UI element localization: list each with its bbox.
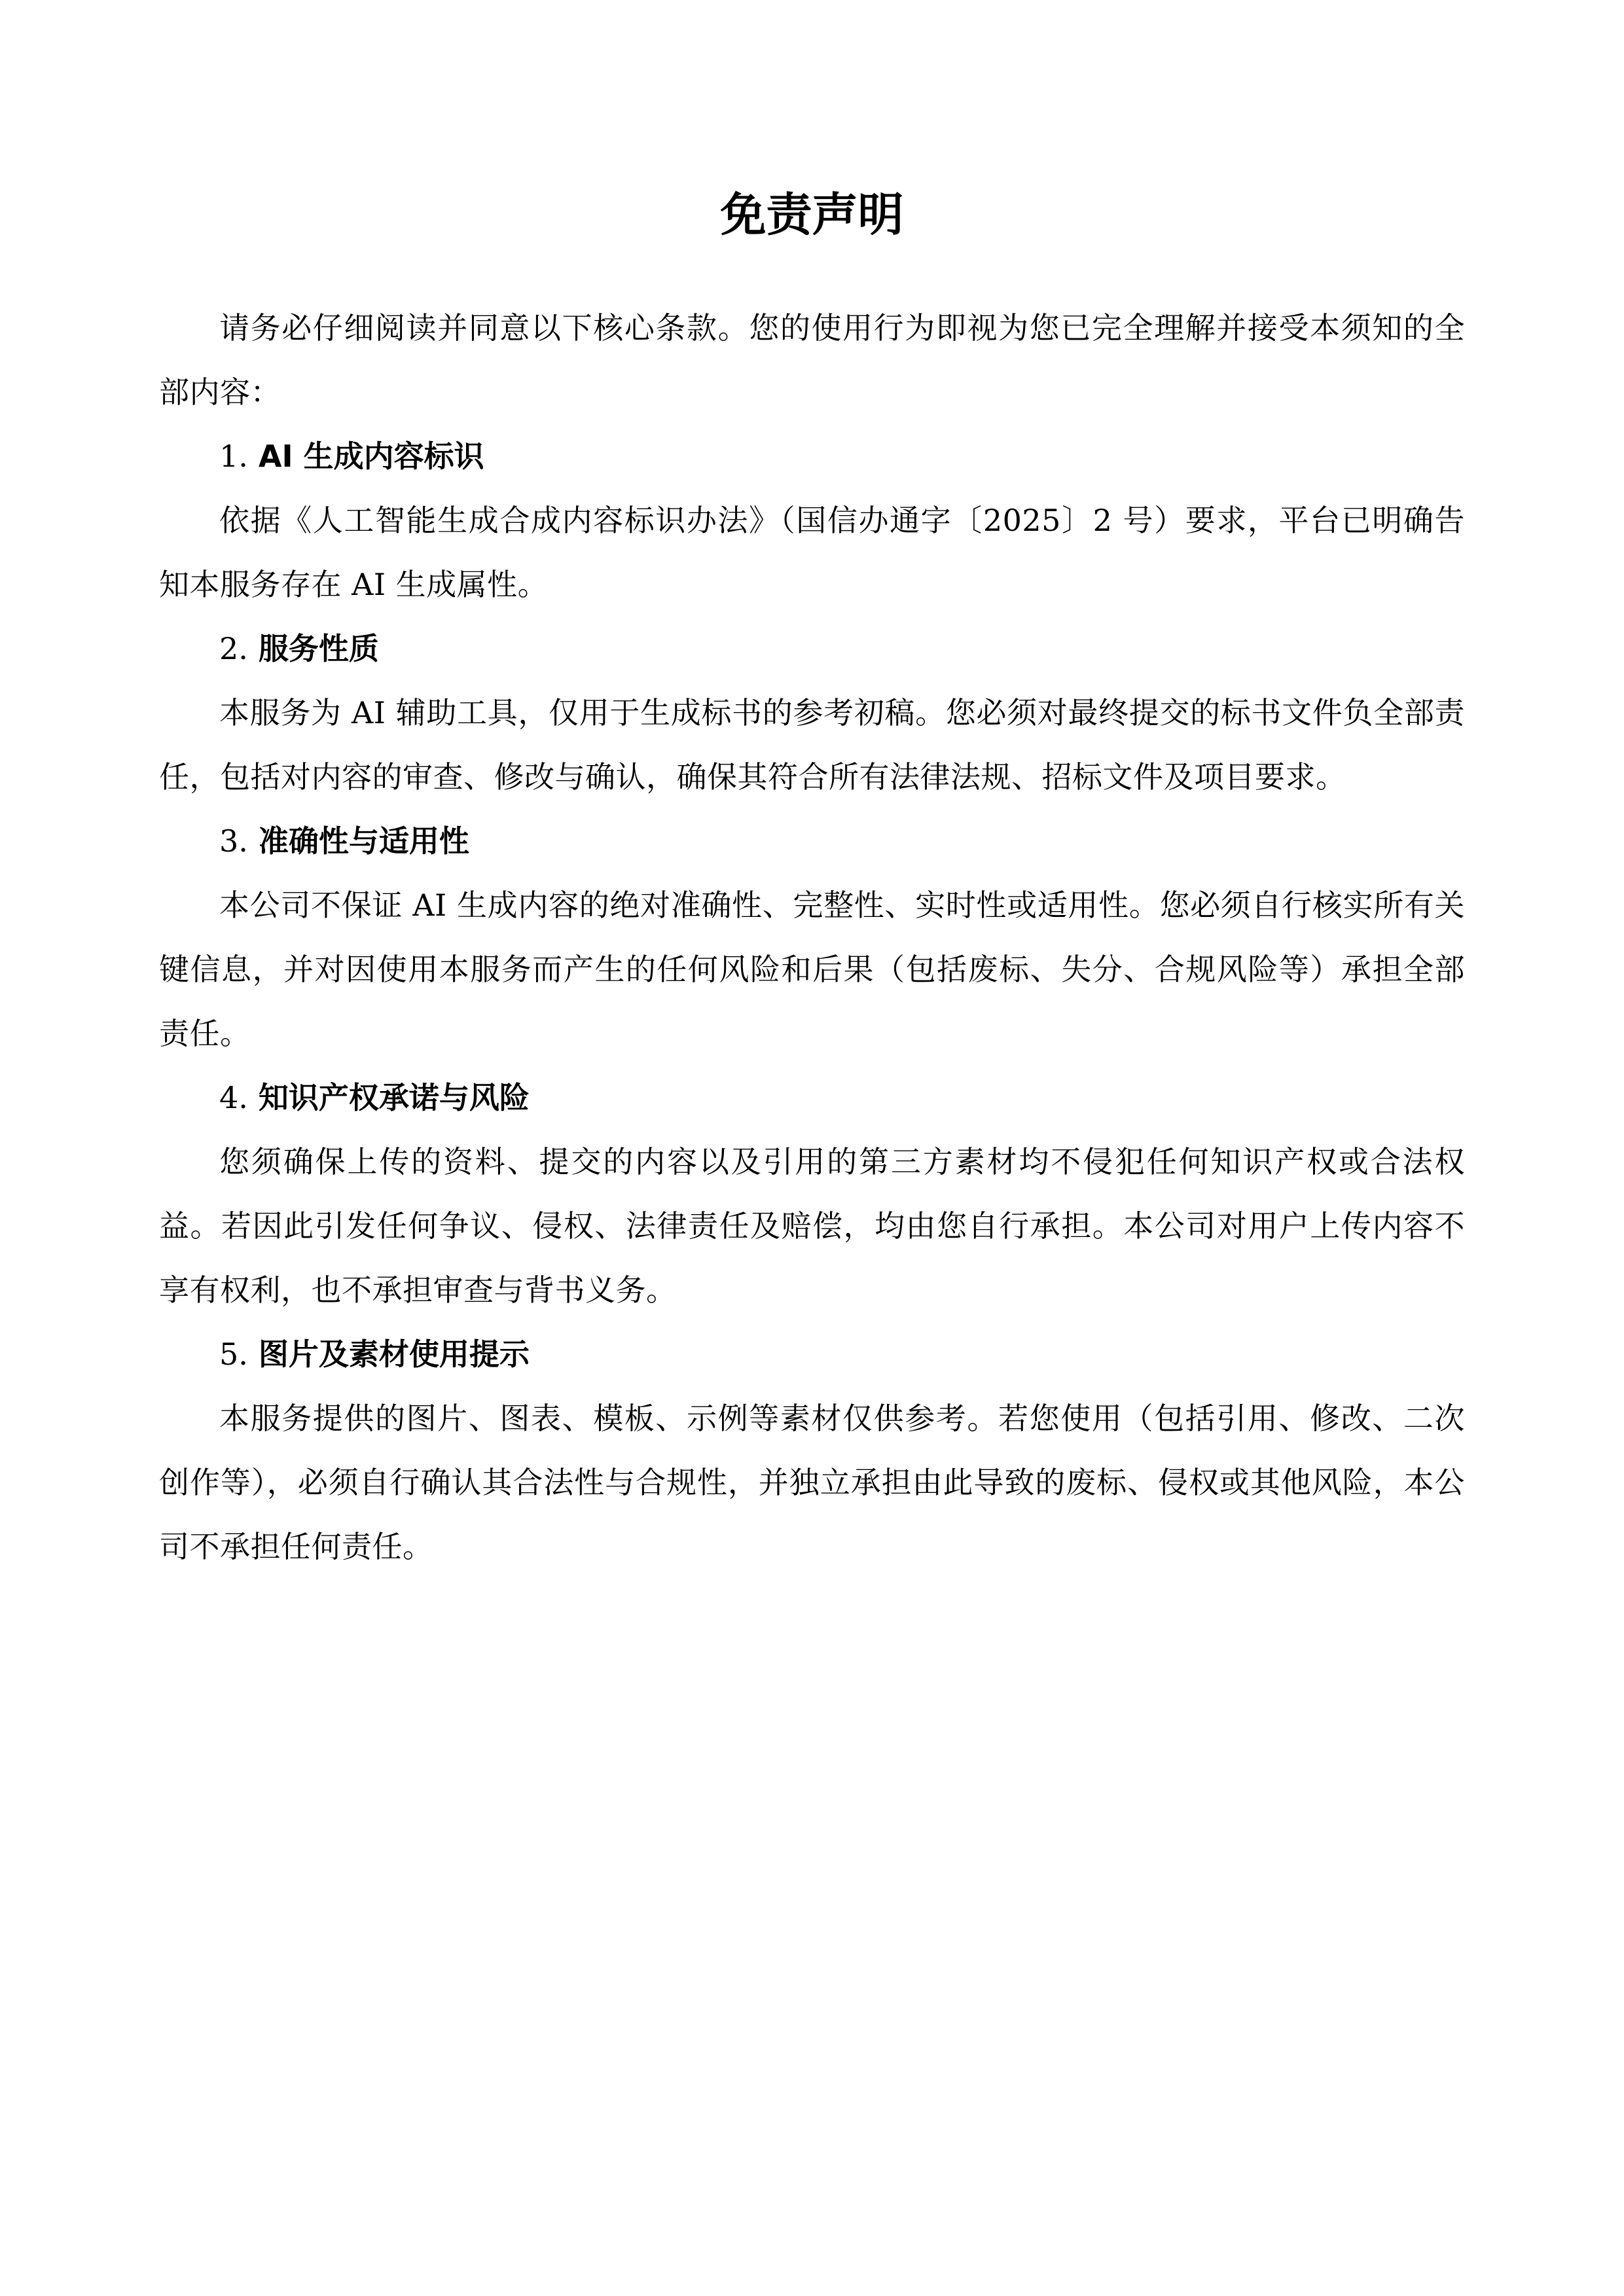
document-page: [159, 0, 1465, 2296]
intro-paragraph: 请务必仔细阅读并同意以下核心条款。您的使用行为即视为您已完全理解并接受本须知的全部内容：: [159, 310, 1465, 410]
section-4-title: 知识产权承诺与风险: [258, 1080, 530, 1115]
document-body: [159, 296, 1465, 1579]
section-2-title: 服务性质: [258, 631, 379, 666]
section-5-heading: [159, 1322, 1465, 1386]
section-2-body: 本服务为 AI 辅助工具，仅用于生成标书的参考初稿。您必须对最终提交的标书文件负全部责任，包括对内容的审查、修改与确认，确保其符合所有法律法规、招标文件及项目要求。: [159, 695, 1465, 795]
section-1-number: 1.: [219, 439, 248, 474]
page-title: 免责声明: [720, 188, 904, 242]
section-1-heading: [159, 424, 1465, 488]
section-4-body: 您须确保上传的资料、提交的内容以及引用的第三方素材均不侵犯任何知识产权或合法权益。若因此引发任何争议、侵权、法律责任及赔偿，均由您自行承担。本公司对用户上传内容不享有权利，也不承担审查与背书义务。: [159, 1144, 1465, 1308]
section-2-heading: [159, 617, 1465, 681]
section-5-body: 本服务提供的图片、图表、模板、示例等素材仅供参考。若您使用（包括引用、修改、二次创作等），必须自行确认其合法性与合规性，并独立承担由此导致的废标、侵权或其他风险，本公司不承担任何责任。: [159, 1401, 1465, 1564]
section-1-title: AI 生成内容标识: [258, 439, 484, 474]
section-3-number: 3.: [219, 823, 248, 859]
section-4-number: 4.: [219, 1080, 248, 1115]
section-2-number: 2.: [219, 631, 248, 666]
section-4-heading: [159, 1066, 1465, 1130]
section-5-number: 5.: [219, 1336, 248, 1372]
section-3-heading: [159, 809, 1465, 873]
section-5-title: 图片及素材使用提示: [258, 1336, 530, 1372]
section-3-body: 本公司不保证 AI 生成内容的绝对准确性、完整性、实时性或适用性。您必须自行核实所有关键信息，并对因使用本服务而产生的任何风险和后果（包括废标、失分、合规风险等）承担全部责任。: [159, 888, 1465, 1051]
section-1-body: 依据《人工智能生成合成内容标识办法》（国信办通字〔2025〕2 号）要求，平台已明确告知本服务存在 AI 生成属性。: [159, 503, 1465, 602]
section-3-title: 准确性与适用性: [258, 823, 469, 859]
